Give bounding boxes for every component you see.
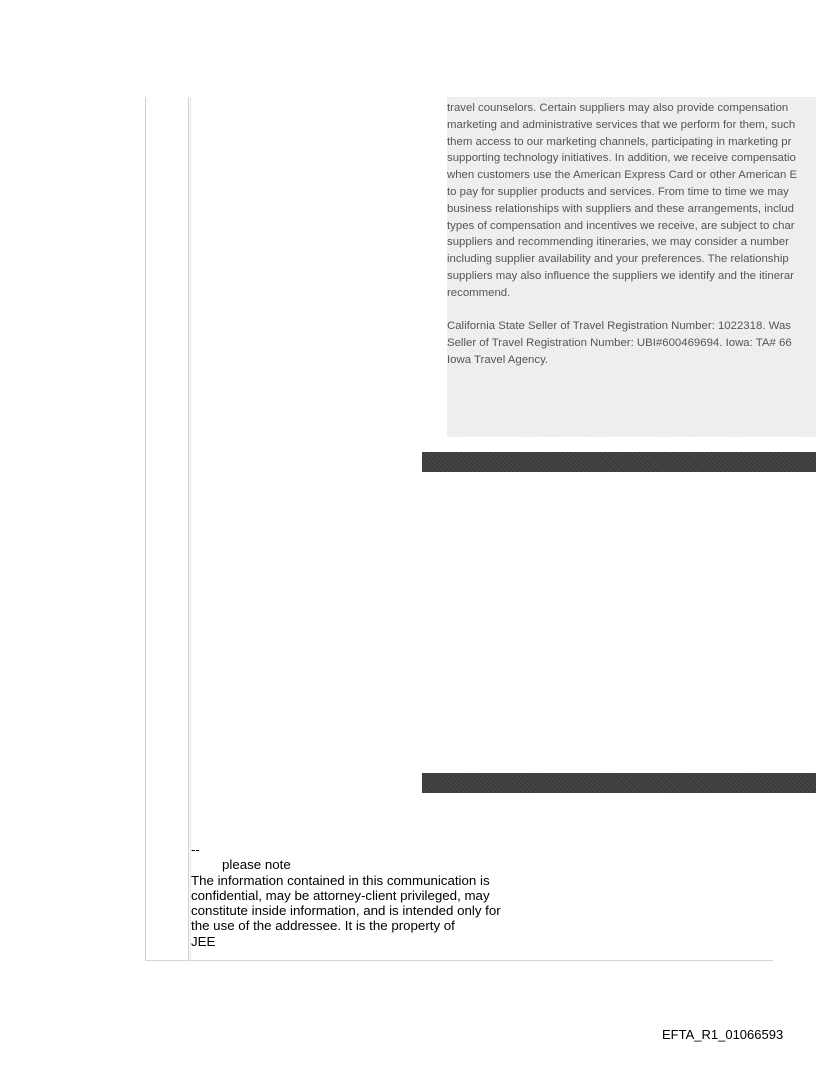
notice-line: the use of the addressee. It is the property of <box>191 918 455 934</box>
confidentiality-footer <box>191 842 531 949</box>
disclosure-line: marketing and administrative services that we perform for them, such <box>447 118 796 131</box>
disclosure-line: business relationships with suppliers and these arrangements, includ <box>447 202 794 215</box>
paragraph-gap <box>447 302 816 319</box>
disclosure-line: types of compensation and incentives we receive, are subject to char <box>447 219 795 232</box>
disclosure-line: to pay for supplier products and services. From time to time we may <box>447 185 789 198</box>
disclosure-line: travel counselors. Certain suppliers may also provide compensation <box>447 102 789 114</box>
signature-separator: -- <box>191 842 200 857</box>
quote-rule-shadow <box>190 97 191 961</box>
disclosure-line: when customers use the American Express Card or other American E <box>447 169 798 182</box>
disclosure-line: recommend. <box>447 286 511 299</box>
document-id: EFTA_R1_01066593 <box>662 1027 784 1042</box>
quote-rule <box>188 97 189 961</box>
travel-disclosure-panel <box>447 97 816 437</box>
notice-line: JEE <box>191 933 216 949</box>
redaction-bar-top <box>422 452 816 472</box>
disclosure-line: suppliers may also influence the suppliers we identify and the itinerar <box>447 269 794 282</box>
registration-line: Iowa Travel Agency. <box>447 353 549 366</box>
note-heading: please note <box>222 857 291 873</box>
disclosure-line: supporting technology initiatives. In addition, we receive compensatio <box>447 152 796 165</box>
notice-line: confidential, may be attorney-client privileged, may <box>191 887 490 903</box>
disclosure-line: suppliers and recommending itineraries, we may consider a number <box>447 236 789 249</box>
redaction-bar-bottom <box>422 773 816 793</box>
disclosure-line: including supplier availability and your preferences. The relationship <box>447 253 789 266</box>
registration-line: California State Seller of Travel Registration Number: 1022318. Was <box>447 320 791 333</box>
registration-line: Seller of Travel Registration Number: UBI#600469694. Iowa: TA# 66 <box>447 337 792 350</box>
notice-line: constitute inside information, and is intended only for <box>191 903 501 919</box>
travel-disclosure-text <box>447 100 816 369</box>
disclosure-line: them access to our marketing channels, participating in marketing pr <box>447 135 792 148</box>
notice-line: The information contained in this communication is <box>191 872 490 888</box>
